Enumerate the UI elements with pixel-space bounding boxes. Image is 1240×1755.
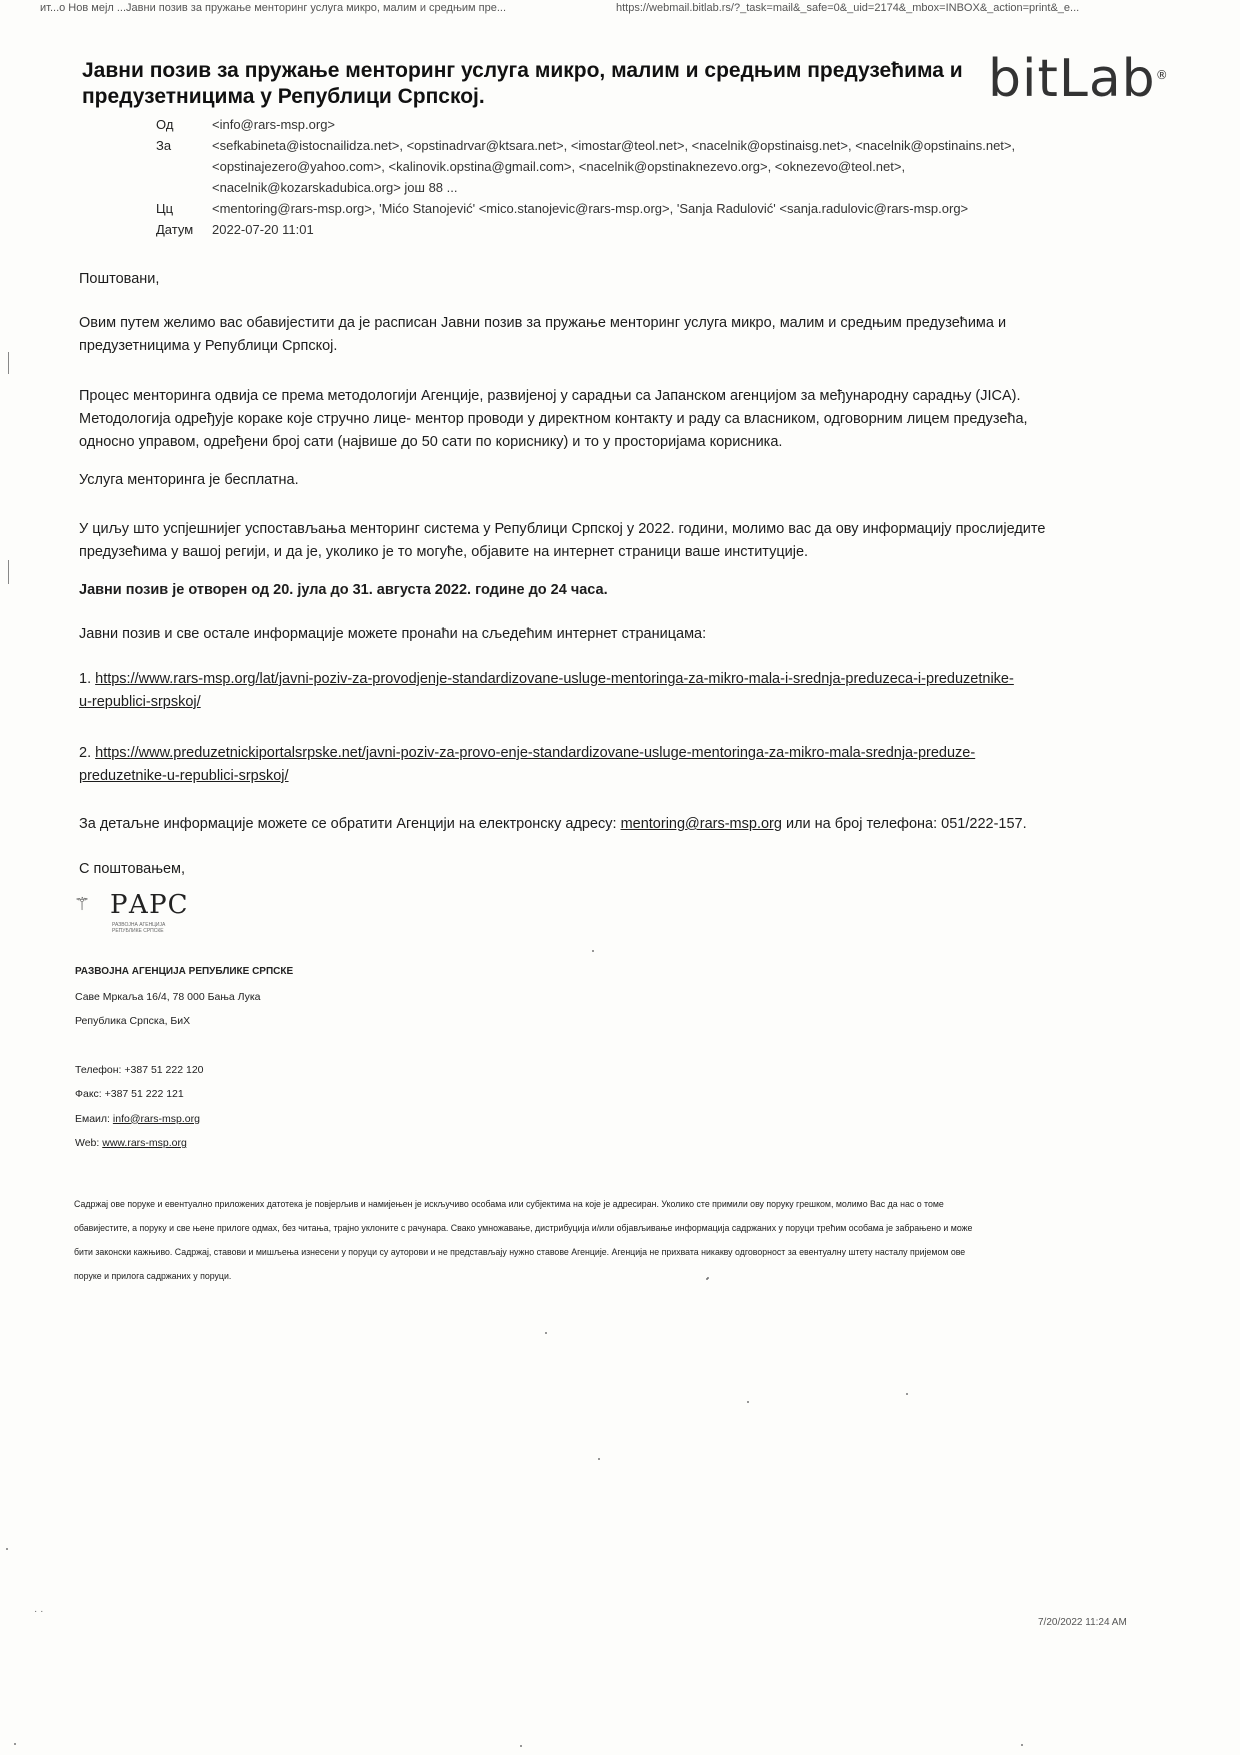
- print-header-title: ит...о Нов мејл ...Јавни позив за пружање менторинг услуга микро, малим и средњим пре...: [40, 2, 507, 14]
- signature-web-label: Web:: [75, 1137, 103, 1149]
- to-line-3[interactable]: <nacelnik@kozarskadubica.org> још 88 ...: [212, 180, 458, 195]
- link-rars-msp-cont[interactable]: u-republici-srpskoj/: [79, 694, 201, 710]
- rars-logo: [74, 890, 194, 940]
- from-row: [156, 114, 1116, 135]
- link-item-1-number: 1.: [79, 671, 96, 687]
- link-item-1: [79, 668, 1014, 714]
- paragraph-announcement-line-1: Овим путем желимо вас обавијестити да је расписан Јавни позив за пружање менторинг услуга микро, малим и средњим предузећима и: [79, 315, 1007, 331]
- print-header: [40, 2, 1200, 16]
- paragraph-methodology-line-3: односно управом, одређени број сати (највише до 50 сати по кориснику) и то у просторијама корисника.: [79, 434, 783, 450]
- disclaimer-line-4: поруке и прилога садржаних у поруци.: [74, 1271, 232, 1281]
- scan-speck: [520, 1745, 522, 1747]
- disclaimer-line-2: обавијестите, а поруку и све њене прилоге одмах, без читања, трајно уклоните с рачунара. Свако умножавање, дистрибуција и/или објављивање информација садржаних у поруци трећим особама је забрањено и може: [74, 1223, 973, 1233]
- contact-text-pre: За детаљне информације можете се обратити Агенцији на електронску адресу:: [79, 816, 621, 832]
- to-value: [212, 135, 1116, 198]
- rars-logo-subtitle: РАЗВОЈНА АГЕНЦИЈА РЕПУБЛИКЕ СРПСКЕ: [112, 922, 166, 934]
- disclaimer-line-3: бити законски кажњиво. Садржај, ставови и мишљења изнесени у поруци су ауторови и не представљају нужно ставове Агенције. Агенција не прихвата никакву одговорност за евентуалну штету насталу пријемом ове: [74, 1247, 966, 1257]
- signature-email-link[interactable]: info@rars-msp.org: [112, 1112, 200, 1125]
- scan-speck: [598, 1458, 600, 1460]
- to-line-2: <opstinajezero@yahoo.com>, <kalinovik.opstina@gmail.com>, <nacelnik@opstinaknezevo.org>, <oknezevo@teol.net>,: [212, 159, 906, 174]
- paragraph-methodology-line-2: Методологија одређује кораке које стручно лице- ментор проводи у директном контакту и раду са власником, одговорним лицем предузећа,: [79, 411, 1028, 427]
- closing: С поштовањем,: [79, 861, 186, 877]
- print-header-url: https://webmail.bitlab.rs/?_task=mail&_safe=0&_uid=2174&_mbox=INBOX&_action=print&_e...: [616, 2, 1080, 14]
- signature-org: РАЗВОЈНА АГЕНЦИЈА РЕПУБЛИКЕ СРПСКЕ: [75, 966, 294, 977]
- bitlab-logo-text: bitLab: [988, 49, 1156, 109]
- disclaimer-line-1: Садржај ове поруке и евентуално приложених датотека је повјерљив и намијењен је искључиво особама или субјектима на које је адресиран. Уколико сте примили ову поруку грешком, молимо Вас да нас о томе: [74, 1199, 944, 1209]
- to-label: За: [156, 138, 172, 153]
- signature-address-1: Саве Мркаља 16/4, 78 000 Бања Лука: [75, 990, 261, 1003]
- scan-speck: [14, 1743, 16, 1745]
- to-row: [156, 135, 1116, 198]
- signature-phone: Телефон: +387 51 222 120: [75, 1063, 204, 1076]
- paragraph-request-line-1: У циљу што успјешнијег успостављања менторинг система у Републици Српској у 2022. години, молимо вас да ову информацију прослиједите: [79, 521, 1046, 537]
- scan-speck: [545, 1332, 547, 1334]
- signature-fax: Факс: +387 51 222 121: [75, 1088, 184, 1100]
- paragraph-links-intro: Јавни позив и све остале информације можете пронаћи на сљедећим интернет страницама:: [79, 626, 707, 642]
- cc-row: [156, 198, 1116, 219]
- scan-mark: [8, 352, 9, 374]
- bitlab-logo: [988, 49, 1169, 109]
- signature-web-link[interactable]: www.rars-msp.org: [102, 1137, 187, 1149]
- rars-emblem-icon: ⚚: [74, 894, 91, 914]
- scan-mark: [8, 560, 9, 584]
- scan-speck: [747, 1401, 749, 1403]
- scan-speck: [592, 950, 594, 952]
- to-line-1: <sefkabineta@istocnailidza.net>, <opstinadrvar@ktsara.net>, <imostar@teol.net>, <nacelnik@opstinaisg.net>, <nacelnik@opstinains.net>,: [212, 138, 1016, 153]
- paragraph-contact: [79, 813, 1027, 836]
- date-row: [156, 219, 1116, 240]
- paragraph-announcement: [79, 312, 1006, 358]
- signature-gap: [75, 1034, 293, 1058]
- paragraph-request: [79, 518, 1045, 564]
- signature-web-row: [75, 1131, 293, 1156]
- contact-text-post: или на број телефона: 051/222-157.: [781, 816, 1027, 832]
- registered-mark: ®: [1155, 68, 1169, 82]
- confidentiality-disclaimer: [74, 1192, 1114, 1288]
- paragraph-free-service: Услуга менторинга је бесплатна.: [79, 472, 299, 488]
- signature-email-label: Емаил:: [75, 1112, 113, 1125]
- from-label: Од: [156, 117, 174, 132]
- paragraph-announcement-line-2: предузетницима у Републици Српској.: [79, 338, 338, 354]
- rars-logo-name: РАРС: [110, 890, 189, 920]
- link-preduzetnicki-portal-cont[interactable]: preduzetnike-u-republici-srpskoj/: [79, 768, 289, 784]
- scan-speck: [6, 1548, 8, 1550]
- paragraph-methodology-line-1: Процес менторинга одвија се према методологији Агенције, развијеној у сарадњи са Јапанском агенцијом за међународну сарадњу (JICA).: [79, 388, 1021, 404]
- cc-value: <mentoring@rars-msp.org>, 'Mićo Stanojević' <mico.stanojevic@rars-msp.org>, 'Sanja Radulović' <sanja.radulovic@rars-msp.org>: [212, 201, 969, 216]
- scan-speck: [906, 1393, 908, 1395]
- paragraph-deadline: Јавни позив је отворен од 20. јула до 31. августа 2022. године до 24 часа.: [79, 582, 608, 598]
- from-value: <info@rars-msp.org>: [212, 117, 336, 132]
- date-label: Датум: [156, 222, 194, 237]
- contact-email-link[interactable]: mentoring@rars-msp.org: [620, 816, 782, 832]
- scan-speck: [1021, 1744, 1023, 1746]
- cc-label: Цц: [156, 201, 174, 216]
- paragraph-request-line-2: предузећима у вашој регији, и да је, уколико је то могуће, објавите на интернет страници ваше институције.: [79, 544, 809, 560]
- link-preduzetnicki-portal[interactable]: https://www.preduzetnickiportalsrpske.net/javni-poziv-za-provo-enje-standardizovane-usluge-mentoringa-za-mikro-mala-srednja-preduze-: [95, 745, 976, 761]
- paragraph-methodology: [79, 385, 1028, 454]
- signature-email-row: [75, 1107, 293, 1132]
- print-timestamp: 7/20/2022 11:24 AM: [1038, 1617, 1127, 1628]
- footer-marks: · ·: [34, 1606, 44, 1617]
- date-value: 2022-07-20 11:01: [212, 222, 314, 237]
- greeting: Поштовани,: [79, 271, 160, 287]
- email-headers: [156, 114, 1116, 240]
- scan-speck: [706, 1278, 708, 1280]
- link-item-2: [79, 742, 975, 788]
- signature-address-2: Република Српска, БиХ: [75, 1015, 191, 1027]
- link-rars-msp[interactable]: https://www.rars-msp.org/lat/javni-poziv-za-provodjenje-standardizovane-usluge-mentoringa-za-mikro-mala-i-srednja-preduzeca-i-preduzetnike-: [95, 671, 1014, 687]
- email-subject: Јавни позив за пружање менторинг услуга микро, малим и средњим предузећима и предузетницима у Републици Српској.: [82, 59, 963, 108]
- signature-block: [75, 960, 293, 1156]
- link-item-2-number: 2.: [79, 745, 96, 761]
